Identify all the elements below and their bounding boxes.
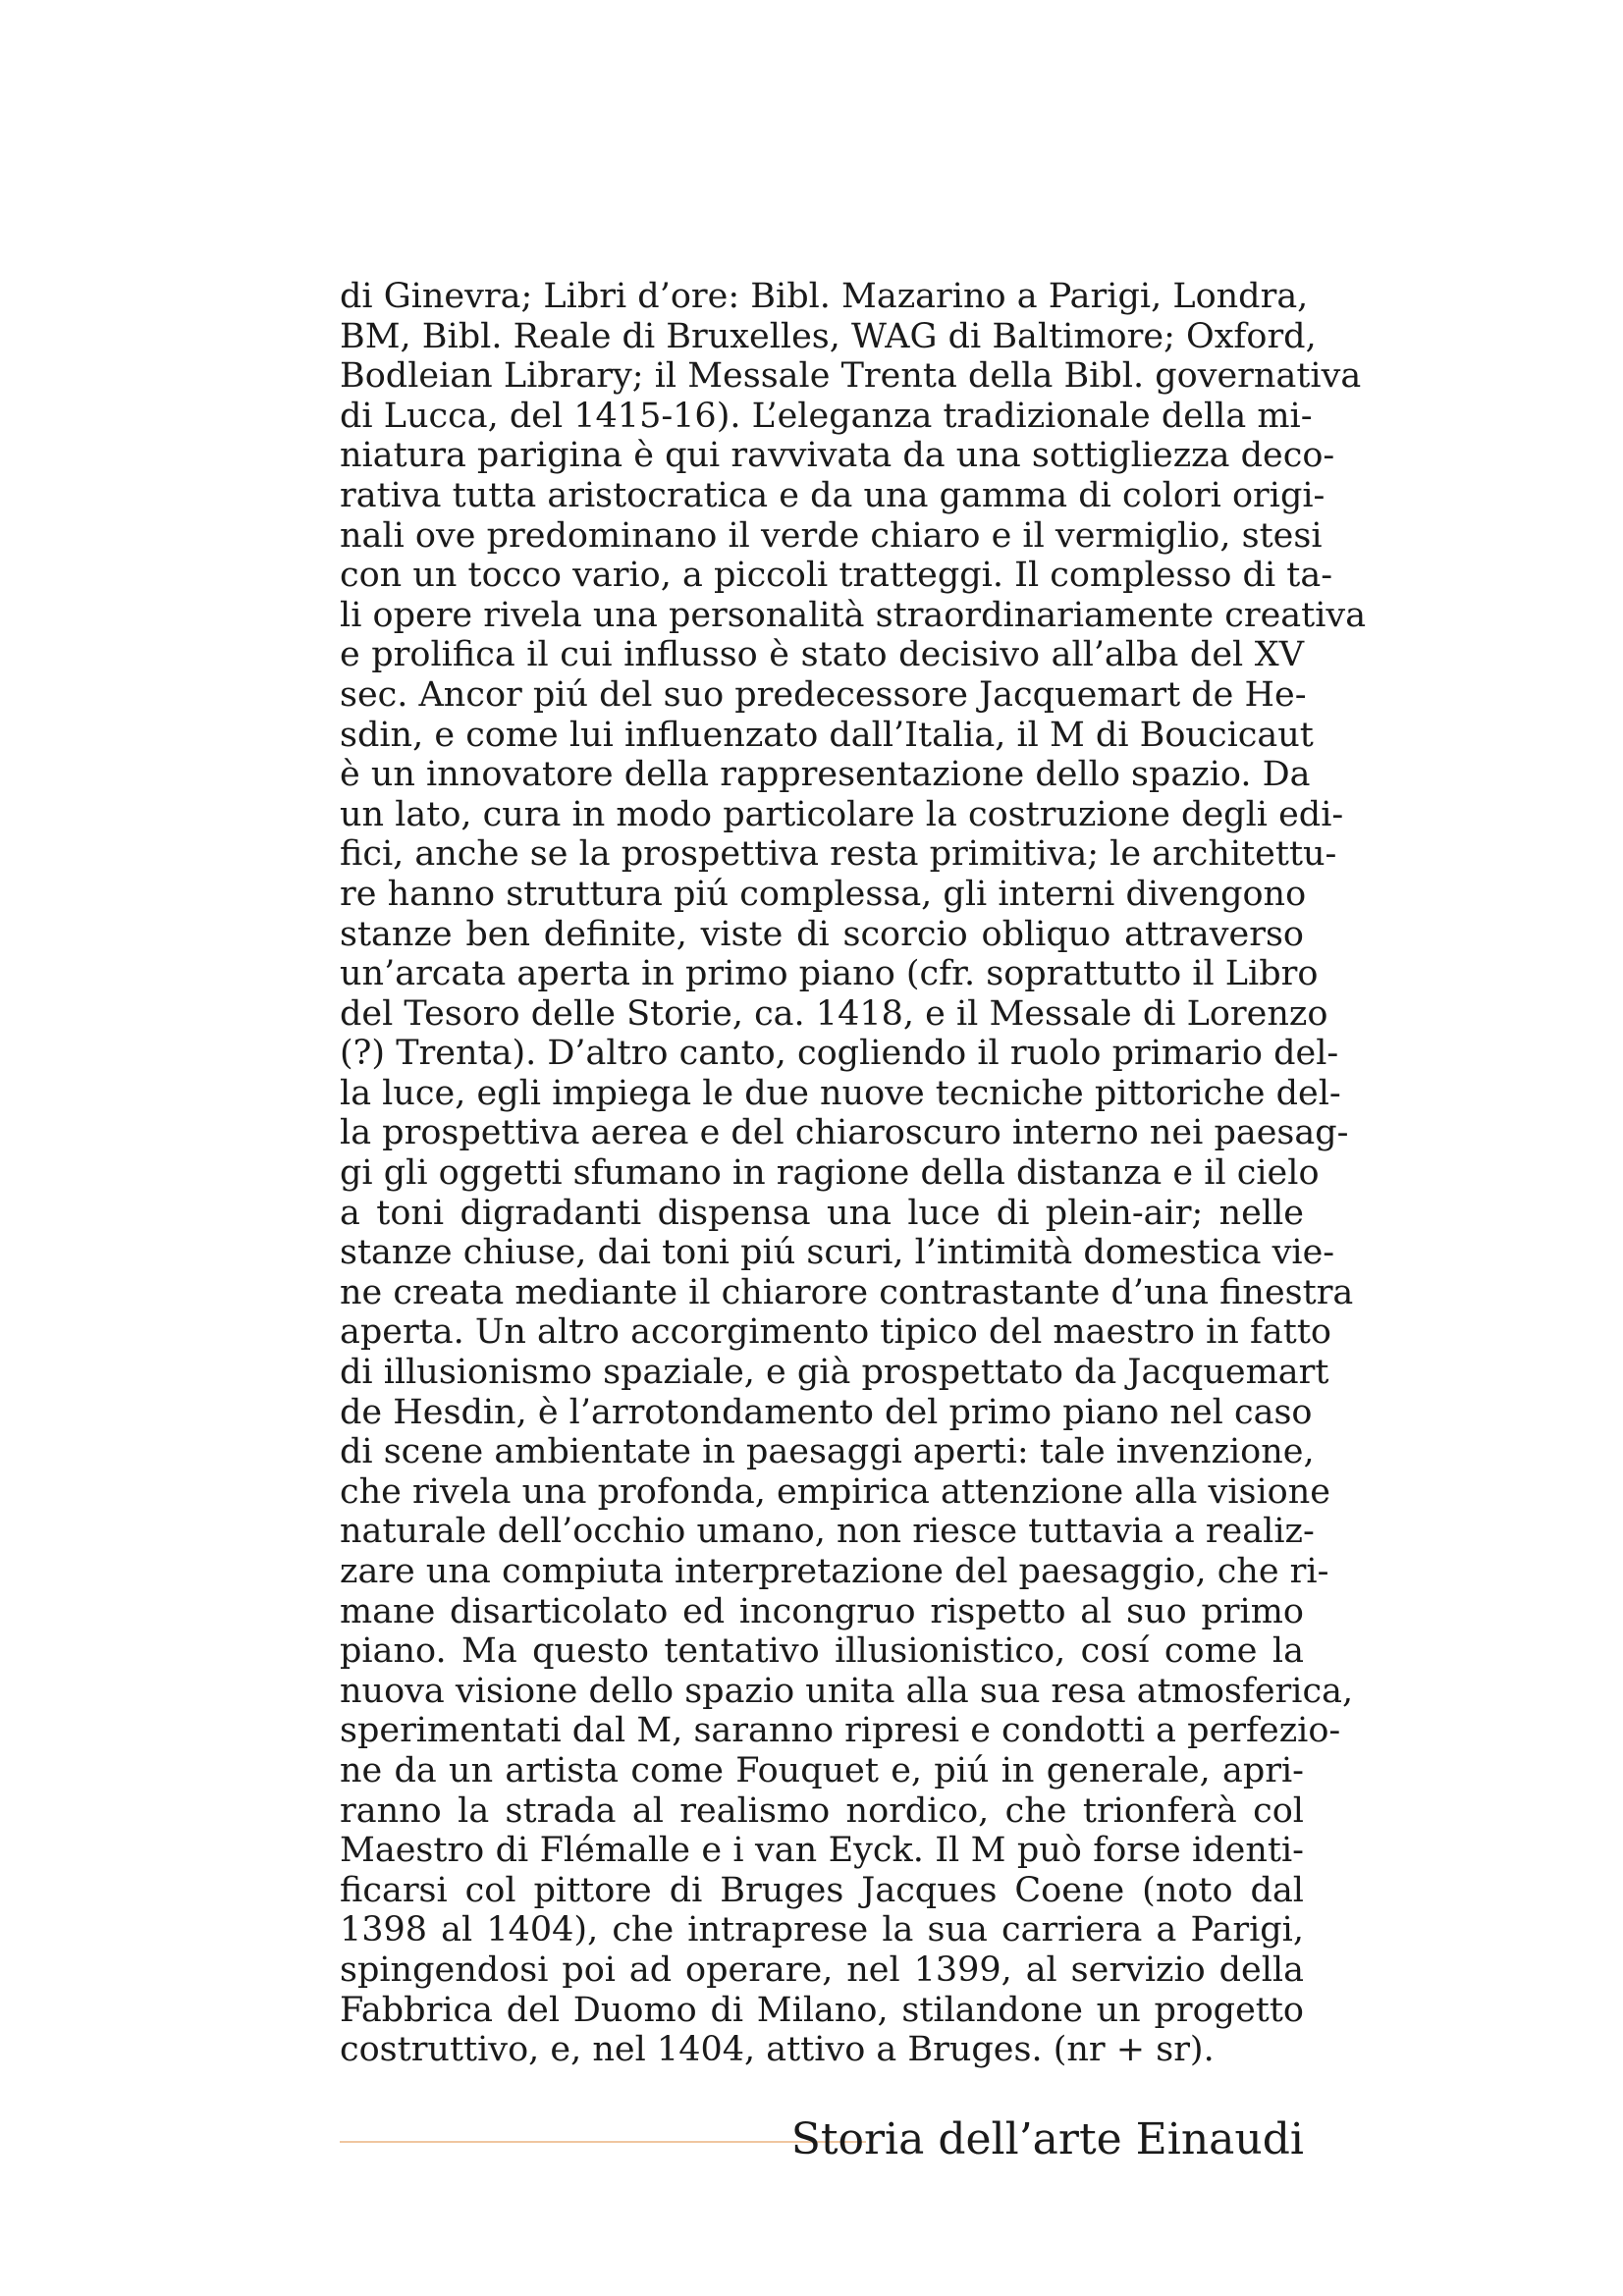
body-line: Maestro di Flémalle e i van Eyck. Il M può forse identi- — [340, 1831, 1304, 1871]
body-line: stanze chiuse, dai toni piú scuri, l’intimità domestica vie- — [340, 1233, 1335, 1273]
body-line: di Ginevra; Libri d’ore: Bibl. Mazarino a Parigi, Londra, — [340, 277, 1309, 316]
body-line: un’arcata aperta in primo piano (cfr. soprattutto il Libro — [340, 954, 1319, 994]
body-line: sperimentati dal M, saranno ripresi e condotti a perfezio- — [340, 1711, 1341, 1751]
body-line: aperta. Un altro accorgimento tipico del maestro in fatto — [340, 1312, 1331, 1353]
article-body — [340, 277, 1367, 2070]
body-line: ficarsi col pittore di Bruges Jacques Coene (noto dal — [340, 1870, 1304, 1910]
body-line: la luce, egli impiega le due nuove tecniche pittoriche del- — [340, 1073, 1341, 1113]
body-line: un lato, cura in modo particolare la costruzione degli edi- — [340, 794, 1344, 834]
body-line: nali ove predominano il verde chiaro e il vermiglio, stesi — [340, 515, 1323, 556]
body-line: zare una compiuta interpretazione del paesaggio, che ri- — [340, 1552, 1329, 1591]
body-line: rativa tutta aristocratica e da una gamma di colori origi- — [340, 475, 1325, 515]
footer-rule — [340, 2141, 866, 2143]
body-line: è un innovatore della rappresentazione dello spazio. Da — [340, 755, 1311, 795]
body-line: ne creata mediante il chiarore contrastante d’una finestra — [340, 1272, 1354, 1312]
footer-title: Storia dell’arte Einaudi — [790, 2114, 1304, 2164]
body-line: nuova visione dello spazio unita alla sua resa atmosferica, — [340, 1671, 1354, 1711]
body-line: stanze ben definite, viste di scorcio obliquo attraverso — [340, 914, 1304, 954]
body-line: re hanno struttura piú complessa, gli interni divengono — [340, 874, 1307, 914]
body-line: di scene ambientate in paesaggi aperti: tale invenzione, — [340, 1432, 1315, 1472]
body-line: li opere rivela una personalità straordinariamente creativa — [340, 595, 1367, 635]
body-line: spingendosi poi ad operare, nel 1399, al servizio della — [340, 1949, 1304, 1990]
body-line: niatura parigina è qui ravvivata da una sottigliezza deco- — [340, 436, 1335, 476]
body-line: costruttivo, e, nel 1404, attivo a Bruges. (nr + sr). — [340, 2030, 1215, 2070]
body-line: la prospettiva aerea e del chiaroscuro interno nei paesag- — [340, 1113, 1349, 1153]
body-line: di Lucca, del 1415-16). L’eleganza tradizionale della mi- — [340, 396, 1313, 436]
body-line: che rivela una profonda, empirica attenzione alla visione — [340, 1471, 1331, 1512]
body-line: di illusionismo spaziale, e già prospettato da Jacquemart — [340, 1353, 1329, 1393]
body-line: gi gli oggetti sfumano in ragione della distanza e il cielo — [340, 1153, 1320, 1194]
body-line: piano. Ma questo tentativo illusionistico, cosí come la — [340, 1631, 1304, 1672]
body-line: BM, Bibl. Reale di Bruxelles, WAG di Baltimore; Oxford, — [340, 316, 1317, 356]
body-line: a toni digradanti dispensa una luce di plein-air; nelle — [340, 1193, 1304, 1233]
body-line: fici, anche se la prospettiva resta primitiva; le architettu- — [340, 834, 1337, 875]
body-line: Bodleian Library; il Messale Trenta della Bibl. governativa — [340, 356, 1362, 397]
body-line: sdin, e come lui influenzato dall’Italia, il M di Boucicaut — [340, 715, 1314, 755]
body-line: ne da un artista come Fouquet e, piú in generale, apri- — [340, 1750, 1304, 1790]
body-line: (?) Trenta). D’altro canto, cogliendo il ruolo primario del- — [340, 1034, 1339, 1074]
body-line: ranno la strada al realismo nordico, che trionferà col — [340, 1790, 1304, 1831]
body-line: de Hesdin, è l’arrotondamento del primo piano nel caso — [340, 1392, 1313, 1432]
body-line: naturale dell’occhio umano, non riesce tuttavia a realiz- — [340, 1512, 1315, 1552]
body-line: del Tesoro delle Storie, ca. 1418, e il Messale di Lorenzo — [340, 993, 1328, 1034]
body-line: Fabbrica del Duomo di Milano, stilandone un progetto — [340, 1990, 1304, 2030]
body-line: mane disarticolato ed incongruo rispetto al suo primo — [340, 1591, 1304, 1631]
body-line: con un tocco vario, a piccoli tratteggi. Il complesso di ta- — [340, 556, 1333, 596]
body-line: 1398 al 1404), che intraprese la sua carriera a Parigi, — [340, 1910, 1304, 1950]
body-line: sec. Ancor piú del suo predecessore Jacquemart de He- — [340, 674, 1307, 715]
body-line: e prolifica il cui influsso è stato decisivo all’alba del XV — [340, 635, 1304, 675]
